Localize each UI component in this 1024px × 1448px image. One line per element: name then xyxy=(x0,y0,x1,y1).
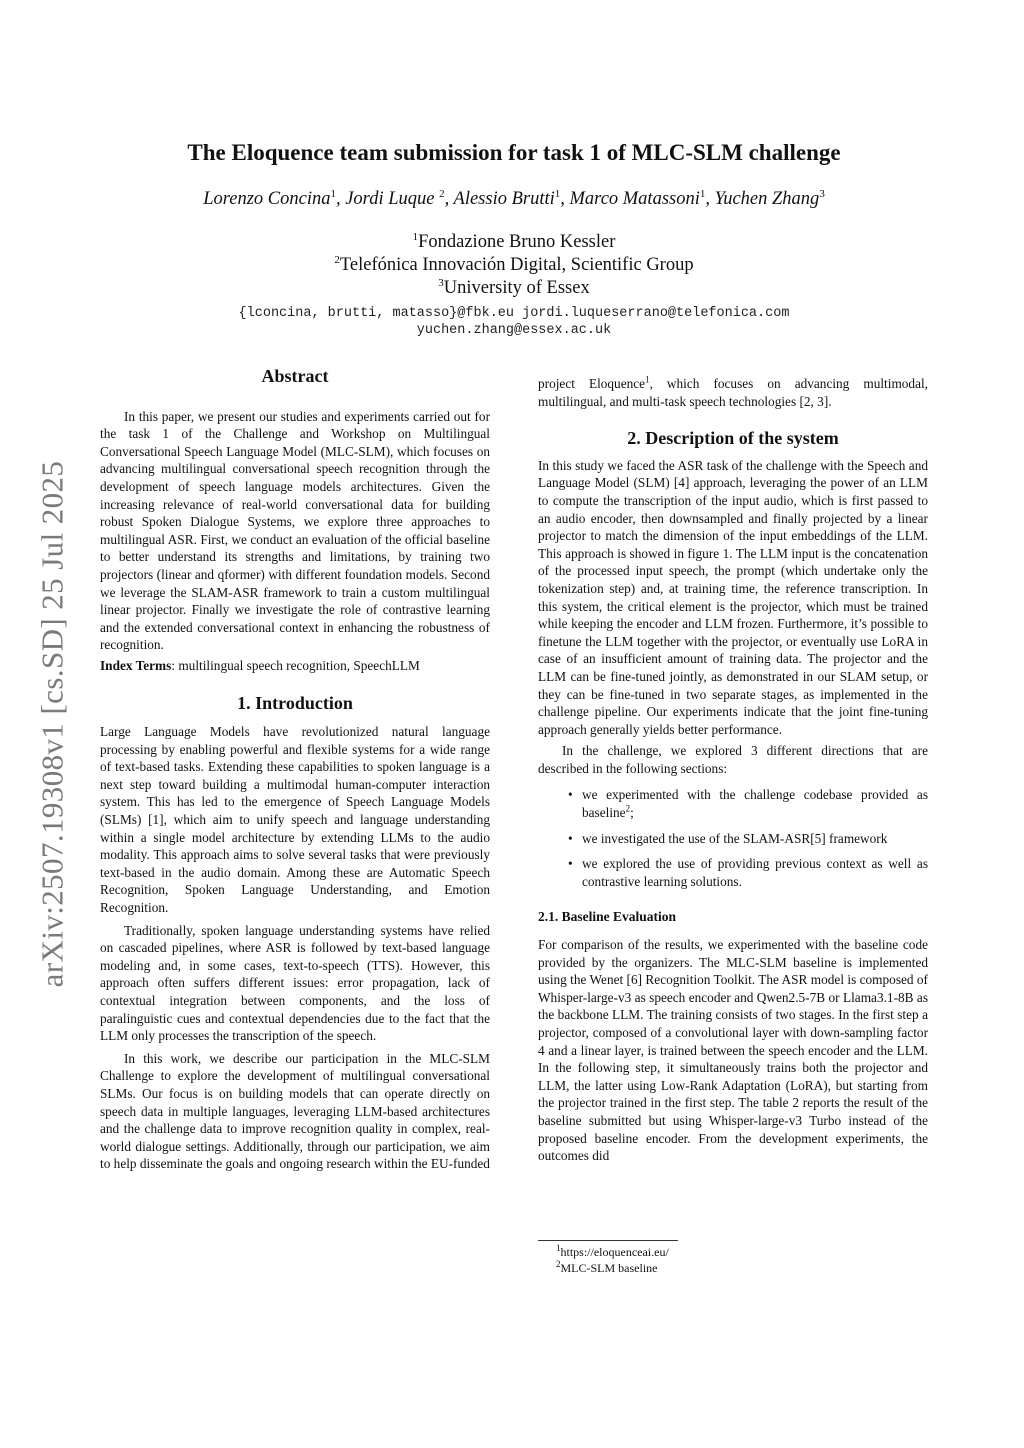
body-paragraph: Traditionally, spoken language understanding systems have relied on cascaded pipelines, where ASR is followed by text-based language modeling and, in some cases, text-to-speech (TTS). However, this approach often suffers different issues: error propagation, lack of contextual integration between components, and the loss of paralinguistic cues and contextual dependencies due to the fact that the LLM only processes the transcription of the speech. xyxy=(100,922,490,1044)
email-line: yuchen.zhang@essex.ac.uk xyxy=(416,323,612,338)
email-line: {lconcina, brutti, matasso}@fbk.eu jordi.luqueserrano@telefonica.com xyxy=(238,306,790,321)
body-paragraph: project Eloquence$^1$, which focuses on advancing multimodal, multilingual, and multi-task speech technologies [2, 3]. xyxy=(538,374,928,409)
author-list xyxy=(100,188,928,210)
body-paragraph: In this study we faced the ASR task of the challenge with the Speech and Language Model (SLM) [4] approach, leveraging the power of an LLM to compute the transcription of the input audio, which is first passed to an audio encoder, then downsampled and finally projected by a linear projector to match the dimension of the input embeddings of the LLM. This approach is showed in figure 1. The LLM input is the concatenation of the processed input speech, the prompt (which undertake only the tokenization step) and, at training time, the reference transcription. In this system, the critical element is the projector, which must be trained while keeping the encoder and LLM frozen. Furthermore, it’s possible to finetune the LLM together with the projector, or eventually use LoRA in case of an insufficient amount of training data. The projector and the LLM can be fine-tuned jointly, as demonstrated in our SLAM setup, or they can be fine-tuned in two separate stages, as implemented in the challenge pipeline. Our experiments indicate that the joint fine-tuning approach generally yields better performance. xyxy=(538,457,928,737)
body-paragraph: In this work, we describe our participation in the MLC-SLM Challenge to explore the development of multilingual conversational SLMs. Our focus is on building models that can operate directly on speech data in multiple languages, leveraging LLM-based architectures and the challenge data to improve recognition quality in complex, real-world dialogue settings. Additionally, through our participation, we aim to help disseminate the goals and ongoing research within the EU-funded xyxy=(100,1050,490,1172)
author: Lorenzo Concina$^1$, xyxy=(203,188,346,210)
footnote: $^2$MLC-SLM baseline xyxy=(556,1259,658,1275)
author: Marco Matassoni$^1$, xyxy=(569,188,715,210)
paper-title: The Eloquence team submission for task 1 of MLC-SLM challenge xyxy=(187,140,841,165)
abstract-heading: Abstract xyxy=(261,366,329,386)
body-paragraph: For comparison of the results, we experimented with the baseline code provided by the organizers. The MLC-SLM baseline is implemented using the Wenet [6] Recognition Toolkit. The ASR model is composed of Whisper-large-v3 as speech encoder and Qwen2.5-7B or Llama3.1-8B as the backbone LLM. The training consists of two stages. In the first step a projector, composed of a convolutional layer with down-sampling factor 4 and a linear layer, is trained between the speech encoder and the LLM. In the following step, it simultaneously trains both the projector and LLM, the latter using Low-Rank Adaptation (LoRA), but starting from the projector trained in the first step. The table 2 reports the result of the baseline submitted but using Whisper-large-v3 Turbo instead of the proposed baseline encoder. From the development experiments, the outcomes did xyxy=(538,937,928,1164)
left-column xyxy=(100,368,490,1173)
baseline-heading: 2.1. Baseline Evaluation xyxy=(538,909,677,925)
footnote-divider xyxy=(538,1240,678,1241)
affiliation: $^2$Telefónica Innovación Digital, Scientific Group xyxy=(334,254,694,276)
system-heading: 2. Description of the system xyxy=(627,428,839,449)
list-item: • we investigated the use of the SLAM-ASR[5] framework xyxy=(582,830,928,848)
list-item: • we experimented with the challenge codebase provided as baseline$^2$; xyxy=(582,786,928,821)
affiliation: $^1$Fondazione Bruno Kessler xyxy=(412,231,616,253)
author: Alessio Brutti$^1$, xyxy=(453,188,570,210)
body-paragraph: In the challenge, we explored 3 different directions that are described in the following sections: xyxy=(538,743,928,776)
author: Yuchen Zhang$^3$ xyxy=(714,188,825,210)
arxiv-identifier: arXiv:2507.19308v1 [cs.SD] 25 Jul 2025 xyxy=(34,460,70,988)
footnotes xyxy=(538,1240,928,1276)
introduction-heading: 1. Introduction xyxy=(237,692,353,713)
author: Jordi Luque $^2$, xyxy=(345,188,454,210)
right-column xyxy=(538,375,928,1165)
affiliation: $^3$University of Essex xyxy=(438,277,590,299)
list-item: • we explored the use of providing previous context as well as contrastive learning solutions. xyxy=(582,855,928,890)
footnote-marker: 1 xyxy=(645,374,650,385)
abstract-text: In this paper, we present our studies and experiments carried out for the task 1 of the Challenge and Workshop on Multilingual Conversational Speech Language Model (MLC-SLM), which focuses on advancing multilingual conversational speech recognition through the development of speech language models architectures. Given the increasing relevance of real-world conversational data for building robust Spoken Dialogue Systems, we explore three approaches to multilingual ASR. First, we conduct an evaluation of the official baseline to better understand its strengths and limitations, by training two projectors (linear and qformer) with different foundation models. Second we leverage the SLAM-ASR framework to train a custom multilingual linear projector. Finally we investigate the role of contrastive learning and the extended conversational context in enhancing the robustness of recognition. xyxy=(100,408,490,653)
footnote: $^1$https://eloquenceai.eu/ xyxy=(556,1243,669,1259)
body-paragraph: Large Language Models have revolutionized natural language processing by enabling powerful and flexible systems for a wide range of text-based tasks. Extending these capabilities to spoken language is a next step toward building a multimodal human-computer interaction system. This has led to the emergence of Speech Language Models (SLMs) [1], which aim to unify speech and language understanding within a single model architecture by extending LLMs to the audio modality. This approach aims to solve several tasks that were previously text-based in the audio domain. Among these are Automatic Speech Recognition, Spoken Language Understanding, and Emotion Recognition. xyxy=(100,724,490,916)
index-terms: Index Terms: multilingual speech recognition, SpeechLLM xyxy=(100,657,420,673)
bullet-list xyxy=(538,786,928,890)
